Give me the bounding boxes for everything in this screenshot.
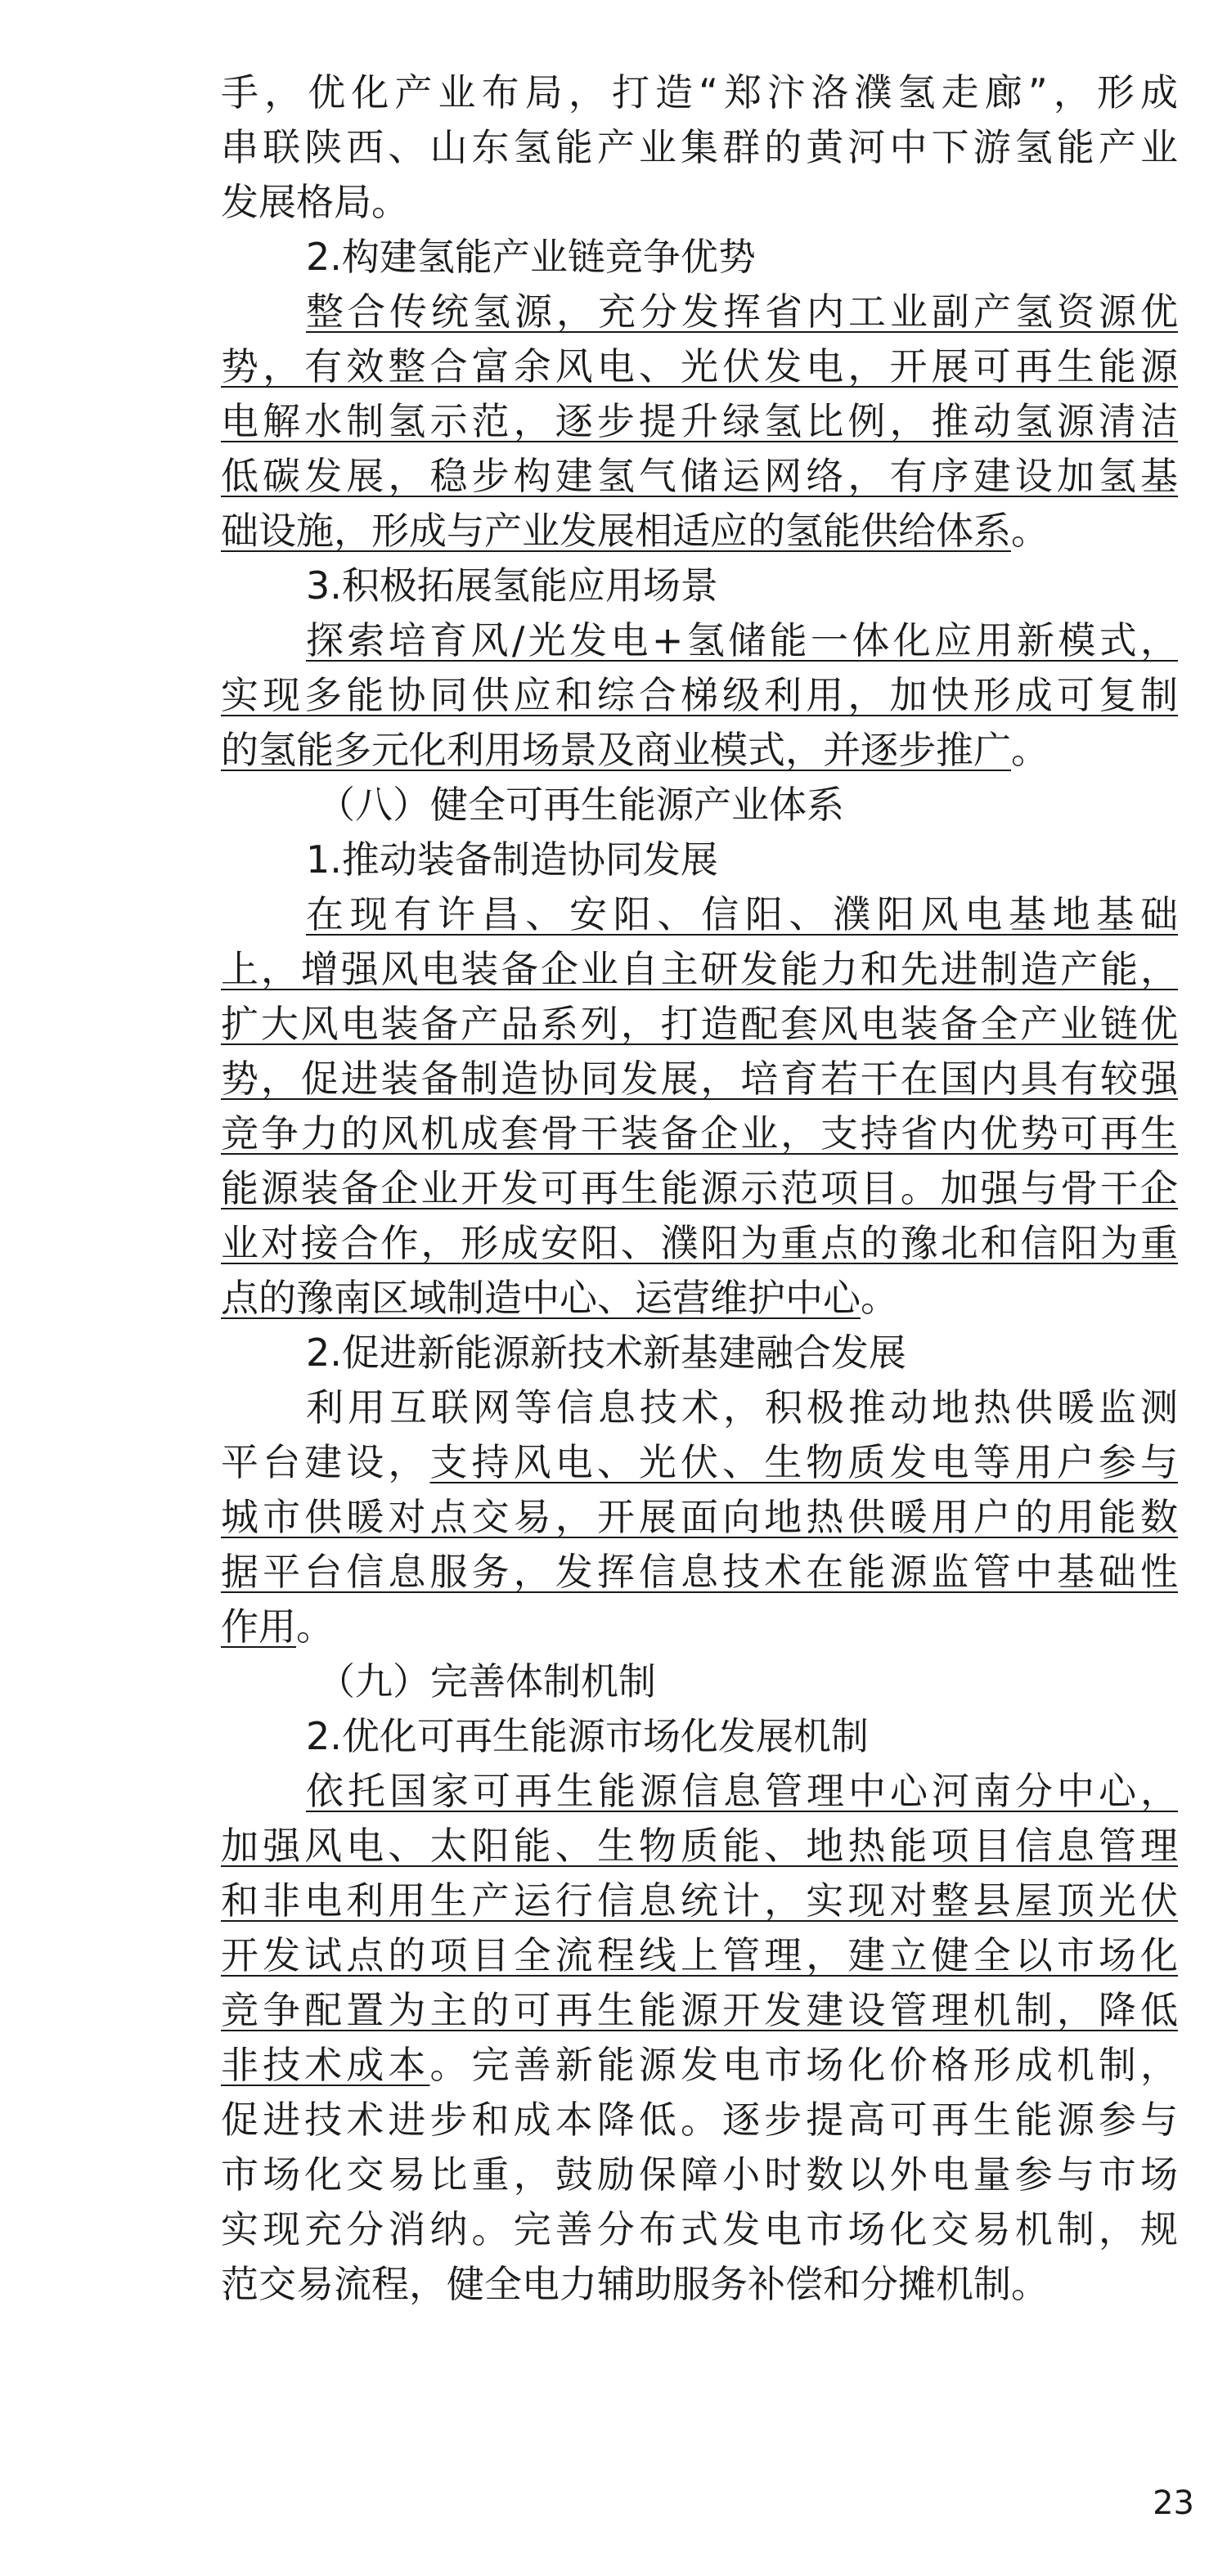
text-run: 市场化交易比重，鼓励保障小时数以外电量参与市场 — [221, 2152, 1178, 2197]
text-line — [221, 2257, 1178, 2312]
text-line — [221, 2147, 1178, 2202]
text-line — [221, 230, 1178, 285]
text-line — [221, 668, 1178, 723]
text-line — [221, 1161, 1178, 1216]
underlined-text: 探索培育风/光发电+氢储能一体化应用新模式， — [306, 618, 1178, 662]
text-line — [221, 778, 1178, 832]
text-line — [221, 394, 1178, 449]
text-run: 利用互联网等信息技术，积极推动地热供暖监测 — [306, 1385, 1178, 1429]
underlined-text: 低碳发展，稳步构建氢气储运网络，有序建设加氢基 — [221, 454, 1178, 498]
underlined-text: 支持风电、光伏、生物质发电等用户参与 — [429, 1440, 1179, 1484]
text-line — [221, 1600, 1178, 1654]
text-line — [221, 1216, 1178, 1271]
underlined-text: 点的豫南区域制造中心、运营维护中心 — [221, 1276, 861, 1320]
underlined-text: 依托国家可再生能源信息管理中心河南分中心， — [306, 1769, 1178, 1813]
text-line — [221, 1435, 1178, 1490]
text-line — [221, 1928, 1178, 1983]
text-run: 发展格局。 — [221, 180, 409, 224]
text-line — [221, 559, 1178, 613]
underlined-text: 能源装备企业开发可再生能源示范项目。加强与骨干企 — [221, 1166, 1178, 1210]
underlined-text: 电解水制氢示范，逐步提升绿氢比例，推动氢源清洁 — [221, 399, 1178, 443]
text-line — [221, 1709, 1178, 1764]
text-run: 2.促进新能源新技术新基建融合发展 — [306, 1331, 906, 1375]
text-run: 。 — [1011, 728, 1049, 772]
text-line — [221, 1545, 1178, 1600]
text-line — [221, 723, 1178, 778]
text-run: 。 — [861, 1276, 898, 1320]
underlined-text: 竞争力的风机成套骨干装备企业，支持省内优势可再生 — [221, 1111, 1178, 1156]
text-line — [221, 832, 1178, 887]
underlined-text: 础设施，形成与产业发展相适应的氢能供给体系 — [221, 509, 1011, 553]
text-run: 串联陕西、山东氢能产业集群的黄河中下游氢能产业 — [221, 125, 1178, 169]
text-line — [221, 65, 1178, 120]
text-line — [221, 1983, 1178, 2038]
text-line — [221, 887, 1178, 942]
text-line — [221, 175, 1178, 230]
text-run: 1.推动装备制造协同发展 — [306, 837, 718, 882]
underlined-text: 在现有许昌、安阳、信阳、濮阳风电基地基础 — [306, 892, 1178, 936]
text-line — [221, 1106, 1178, 1161]
text-line — [221, 449, 1178, 504]
text-line — [221, 1326, 1178, 1380]
text-line — [221, 120, 1178, 175]
text-run: 。完善新能源发电市场化价格形成机制， — [429, 2043, 1179, 2087]
text-line — [221, 504, 1178, 559]
document-page — [221, 65, 1178, 2312]
underlined-text: 竞争配置为主的可再生能源开发建设管理机制，降低 — [221, 1988, 1178, 2032]
text-line — [221, 1764, 1178, 1819]
text-line — [221, 1380, 1178, 1435]
underlined-text: 和非电利用生产运行信息统计，实现对整县屋顶光伏 — [221, 1878, 1178, 1923]
text-run: 2.优化可再生能源市场化发展机制 — [306, 1714, 869, 1758]
text-run: 手，优化产业布局，打造“郑汴洛濮氢走廊”，形成 — [221, 70, 1178, 114]
text-run: 平台建设， — [221, 1440, 430, 1484]
underlined-text: 业对接合作，形成安阳、濮阳为重点的豫北和信阳为重 — [221, 1221, 1178, 1265]
underlined-text: 的氢能多元化利用场景及商业模式，并逐步推广 — [221, 728, 1011, 772]
text-run: 。 — [1011, 509, 1049, 553]
underlined-text: 实现多能协同供应和综合梯级利用，加快形成可复制 — [221, 673, 1178, 717]
text-line — [221, 285, 1178, 339]
text-line — [221, 1052, 1178, 1106]
underlined-text: 扩大风电装备产品系列，打造配套风电装备全产业链优 — [221, 1002, 1178, 1046]
text-run: （九）完善体制机制 — [317, 1659, 656, 1703]
text-line — [221, 942, 1178, 997]
text-line — [221, 2038, 1178, 2093]
underlined-text: 非技术成本 — [221, 2043, 430, 2087]
underlined-text: 整合传统氢源，充分发挥省内工业副产氢资源优 — [306, 289, 1178, 334]
underlined-text: 上，增强风电装备企业自主研发能力和先进制造产能， — [221, 947, 1178, 991]
text-run: 2.构建氢能产业链竞争优势 — [306, 235, 756, 279]
text-line — [221, 2093, 1178, 2147]
text-line — [221, 997, 1178, 1052]
text-run: 3.积极拓展氢能应用场景 — [306, 563, 718, 608]
text-run: 促进技术进步和成本降低。逐步提高可再生能源参与 — [221, 2098, 1178, 2142]
underlined-text: 开发试点的项目全流程线上管理，建立健全以市场化 — [221, 1933, 1178, 1977]
underlined-text: 据平台信息服务，发挥信息技术在能源监管中基础性 — [221, 1550, 1178, 1594]
text-run: 实现充分消纳。完善分布式发电市场化交易机制，规 — [221, 2207, 1178, 2251]
text-line — [221, 1490, 1178, 1545]
text-line — [221, 1271, 1178, 1326]
text-line — [221, 2202, 1178, 2257]
underlined-text: 势，促进装备制造协同发展，培育若干在国内具有较强 — [221, 1057, 1178, 1101]
text-line — [221, 1874, 1178, 1928]
page-number: 23 — [1153, 2484, 1194, 2522]
text-run: 。 — [296, 1604, 334, 1649]
text-line — [221, 613, 1178, 668]
underlined-text: 势，有效整合富余风电、光伏发电，开展可再生能源 — [221, 344, 1178, 388]
text-line — [221, 1654, 1178, 1709]
text-line — [221, 339, 1178, 394]
underlined-text: 加强风电、太阳能、生物质能、地热能项目信息管理 — [221, 1824, 1178, 1868]
text-run: （八）健全可再生能源产业体系 — [317, 783, 844, 827]
underlined-text: 城市供暖对点交易，开展面向地热供暖用户的用能数 — [221, 1495, 1178, 1539]
underlined-text: 作用 — [221, 1604, 296, 1649]
text-run: 范交易流程，健全电力辅助服务补偿和分摊机制。 — [221, 2262, 1049, 2306]
text-line — [221, 1819, 1178, 1874]
